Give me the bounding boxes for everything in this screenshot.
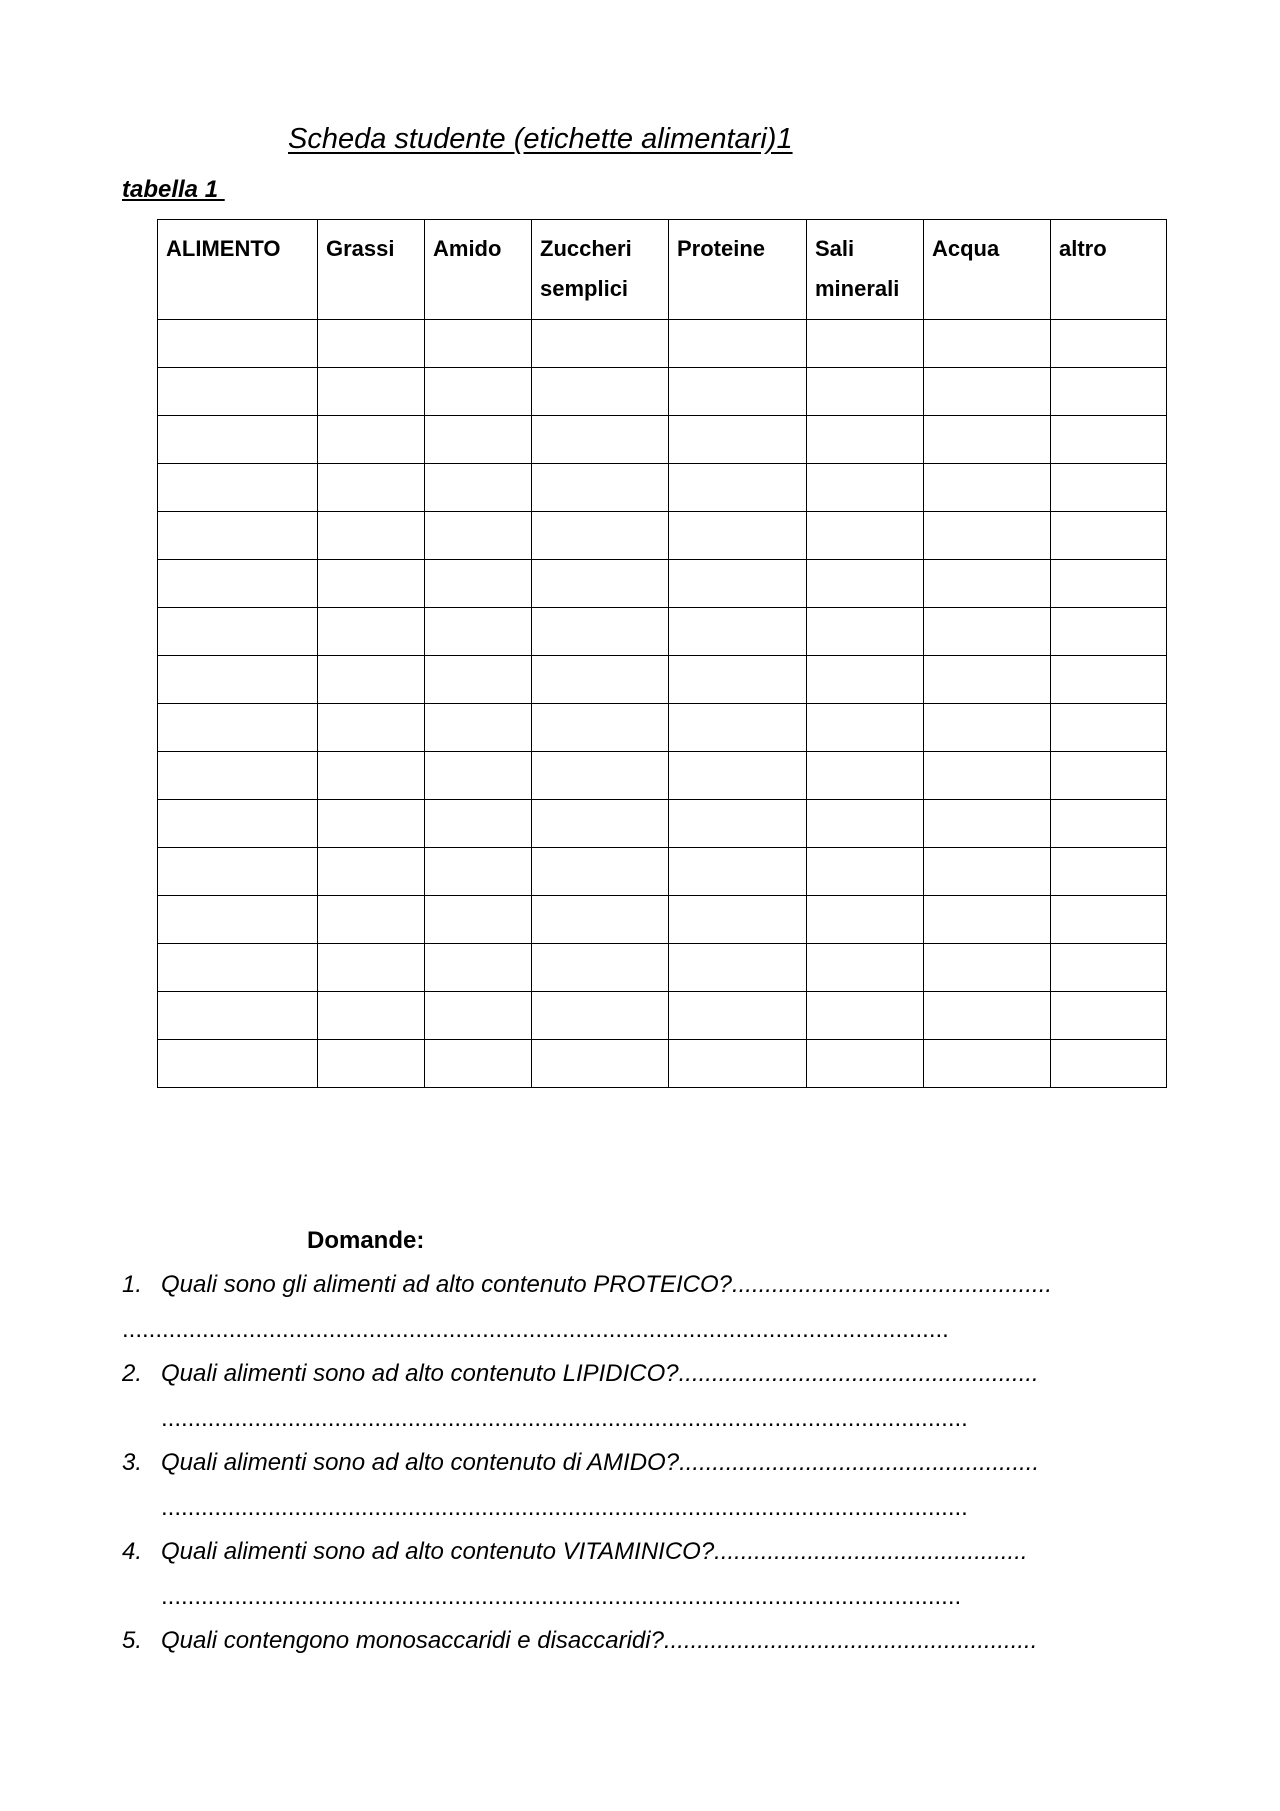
table-cell[interactable]: [425, 368, 532, 416]
header-sali-minerali: Sali minerali: [807, 220, 924, 320]
question-number: 5.: [122, 1627, 143, 1654]
table-row: [158, 560, 1167, 608]
page-title: Scheda studente (etichette alimentari)1: [288, 123, 793, 155]
table-cell[interactable]: [158, 800, 318, 848]
header-zuccheri-semplici: Zuccheri semplici: [532, 220, 669, 320]
table-cell[interactable]: [158, 656, 318, 704]
table-cell[interactable]: [669, 704, 807, 752]
table-cell[interactable]: [158, 464, 318, 512]
table-cell[interactable]: [807, 368, 924, 416]
table-cell[interactable]: [669, 944, 807, 992]
table-cell[interactable]: [807, 464, 924, 512]
table-cell[interactable]: [807, 512, 924, 560]
table-cell[interactable]: [158, 992, 318, 1040]
table-cell[interactable]: [1051, 416, 1167, 464]
table-cell[interactable]: [924, 800, 1051, 848]
table-cell[interactable]: [669, 752, 807, 800]
table-cell[interactable]: [532, 320, 669, 368]
table-row: [158, 512, 1167, 560]
table-cell[interactable]: [158, 368, 318, 416]
table-cell[interactable]: [532, 944, 669, 992]
table-cell[interactable]: [1051, 992, 1167, 1040]
table-cell[interactable]: [318, 896, 425, 944]
table-cell[interactable]: [532, 704, 669, 752]
table-cell[interactable]: [807, 608, 924, 656]
table-cell[interactable]: [1051, 512, 1167, 560]
table-cell[interactable]: [425, 704, 532, 752]
table-cell[interactable]: [425, 944, 532, 992]
table-cell[interactable]: [158, 944, 318, 992]
table-cell[interactable]: [924, 992, 1051, 1040]
question-text: Quali contengono monosaccaridi e disaccaridi?........................................................: [161, 1627, 1038, 1654]
table-cell[interactable]: [318, 608, 425, 656]
table-cell[interactable]: [924, 560, 1051, 608]
table-cell[interactable]: [318, 368, 425, 416]
table-cell[interactable]: [924, 512, 1051, 560]
table-cell[interactable]: [318, 992, 425, 1040]
question-number: 3.: [122, 1449, 143, 1476]
table-cell[interactable]: [318, 752, 425, 800]
table-cell[interactable]: [807, 320, 924, 368]
table-cell[interactable]: [158, 512, 318, 560]
table-row: [158, 896, 1167, 944]
table-cell[interactable]: [669, 848, 807, 896]
table-cell[interactable]: [924, 752, 1051, 800]
table-header-row: [158, 220, 1167, 320]
table-cell[interactable]: [1051, 656, 1167, 704]
table-cell[interactable]: [318, 512, 425, 560]
table-cell[interactable]: [532, 464, 669, 512]
table-row: [158, 464, 1167, 512]
table-cell[interactable]: [924, 704, 1051, 752]
table-cell[interactable]: [924, 416, 1051, 464]
table-cell[interactable]: [807, 1040, 924, 1088]
table-body: [158, 320, 1167, 1088]
table-row: [158, 752, 1167, 800]
answer-line[interactable]: .........................................................................................................................: [161, 1494, 968, 1521]
table-cell[interactable]: [924, 464, 1051, 512]
table-cell[interactable]: [532, 752, 669, 800]
table-cell[interactable]: [1051, 848, 1167, 896]
table-cell[interactable]: [318, 464, 425, 512]
table-cell[interactable]: [158, 320, 318, 368]
table-cell[interactable]: [807, 704, 924, 752]
table-cell[interactable]: [318, 704, 425, 752]
table-cell[interactable]: [669, 992, 807, 1040]
table-cell[interactable]: [425, 512, 532, 560]
table-cell[interactable]: [924, 848, 1051, 896]
answer-line[interactable]: ............................................................................................................................: [122, 1316, 949, 1343]
answer-line[interactable]: .........................................................................................................................: [161, 1405, 968, 1432]
table-cell[interactable]: [425, 320, 532, 368]
header-alimento: ALIMENTO: [158, 220, 318, 320]
table-cell[interactable]: [425, 848, 532, 896]
table-cell[interactable]: [425, 1040, 532, 1088]
table-cell[interactable]: [669, 416, 807, 464]
question-text: Quali alimenti sono ad alto contenuto VITAMINICO?...............................................: [161, 1538, 1028, 1565]
table-cell[interactable]: [669, 1040, 807, 1088]
table-cell[interactable]: [425, 896, 532, 944]
table-cell[interactable]: [158, 704, 318, 752]
table-cell[interactable]: [807, 848, 924, 896]
table-cell[interactable]: [425, 608, 532, 656]
table-cell[interactable]: [318, 320, 425, 368]
table-cell[interactable]: [1051, 320, 1167, 368]
table-row: [158, 608, 1167, 656]
table-cell[interactable]: [158, 848, 318, 896]
table-cell[interactable]: [425, 656, 532, 704]
table-cell[interactable]: [669, 800, 807, 848]
table-row: [158, 848, 1167, 896]
table-cell[interactable]: [532, 656, 669, 704]
table-cell[interactable]: [669, 896, 807, 944]
table-row: [158, 656, 1167, 704]
table-cell[interactable]: [532, 560, 669, 608]
questions-heading: Domande:: [307, 1227, 425, 1254]
table-row: [158, 800, 1167, 848]
question-text: Quali alimenti sono ad alto contenuto LIPIDICO?......................................................: [161, 1360, 1039, 1387]
table-row: [158, 944, 1167, 992]
table-cell[interactable]: [425, 416, 532, 464]
table-cell[interactable]: [318, 416, 425, 464]
table-cell[interactable]: [318, 656, 425, 704]
table-cell[interactable]: [924, 320, 1051, 368]
table-cell[interactable]: [1051, 1040, 1167, 1088]
table-cell[interactable]: [425, 752, 532, 800]
table-cell[interactable]: [807, 800, 924, 848]
table-cell[interactable]: [1051, 704, 1167, 752]
table-row: [158, 992, 1167, 1040]
table-cell[interactable]: [532, 992, 669, 1040]
table-cell[interactable]: [669, 560, 807, 608]
table-cell[interactable]: [1051, 944, 1167, 992]
table-cell[interactable]: [924, 608, 1051, 656]
table-row: [158, 704, 1167, 752]
header-amido: Amido: [425, 220, 532, 320]
table-cell[interactable]: [1051, 608, 1167, 656]
table-cell[interactable]: [425, 464, 532, 512]
table-cell[interactable]: [425, 800, 532, 848]
table-cell[interactable]: [318, 800, 425, 848]
table-cell[interactable]: [807, 992, 924, 1040]
table-row: [158, 416, 1167, 464]
question-number: 1.: [122, 1271, 143, 1298]
header-altro: altro: [1051, 220, 1167, 320]
table-cell[interactable]: [532, 416, 669, 464]
table-cell[interactable]: [669, 320, 807, 368]
table-cell[interactable]: [807, 944, 924, 992]
table-cell[interactable]: [1051, 368, 1167, 416]
table-cell[interactable]: [924, 944, 1051, 992]
table-cell[interactable]: [318, 944, 425, 992]
table-cell[interactable]: [669, 464, 807, 512]
table-cell[interactable]: [158, 608, 318, 656]
table-cell[interactable]: [425, 992, 532, 1040]
table-cell[interactable]: [158, 1040, 318, 1088]
header-acqua: Acqua: [924, 220, 1051, 320]
table-cell[interactable]: [532, 608, 669, 656]
table-cell[interactable]: [158, 560, 318, 608]
table-cell[interactable]: [318, 560, 425, 608]
table-cell[interactable]: [807, 656, 924, 704]
table-cell[interactable]: [1051, 752, 1167, 800]
table-label: tabella 1: [122, 176, 225, 203]
table-cell[interactable]: [1051, 464, 1167, 512]
table-cell[interactable]: [532, 368, 669, 416]
table-cell[interactable]: [924, 1040, 1051, 1088]
table-cell[interactable]: [807, 752, 924, 800]
nutrition-table: [157, 219, 1167, 1088]
question-number: 4.: [122, 1538, 143, 1565]
table-row: [158, 368, 1167, 416]
table-cell[interactable]: [669, 608, 807, 656]
table-cell[interactable]: [158, 896, 318, 944]
header-grassi: Grassi: [318, 220, 425, 320]
table-cell[interactable]: [924, 896, 1051, 944]
header-proteine: Proteine: [669, 220, 807, 320]
table-cell[interactable]: [924, 368, 1051, 416]
table-cell[interactable]: [318, 1040, 425, 1088]
table-row: [158, 1040, 1167, 1088]
table-cell[interactable]: [532, 848, 669, 896]
table-cell[interactable]: [669, 656, 807, 704]
table-cell[interactable]: [532, 800, 669, 848]
table-cell[interactable]: [1051, 560, 1167, 608]
table-cell[interactable]: [425, 560, 532, 608]
table-cell[interactable]: [532, 896, 669, 944]
table-cell[interactable]: [807, 896, 924, 944]
table-cell[interactable]: [1051, 896, 1167, 944]
question-number: 2.: [122, 1360, 143, 1387]
question-text: Quali alimenti sono ad alto contenuto di AMIDO?......................................................: [161, 1449, 1040, 1476]
table-cell[interactable]: [807, 560, 924, 608]
table-cell[interactable]: [1051, 800, 1167, 848]
table-cell[interactable]: [532, 512, 669, 560]
table-cell[interactable]: [158, 752, 318, 800]
table-cell[interactable]: [924, 656, 1051, 704]
table-cell[interactable]: [318, 848, 425, 896]
question-text: Quali sono gli alimenti ad alto contenuto PROTEICO?................................................: [161, 1271, 1053, 1298]
table-row: [158, 320, 1167, 368]
table-cell[interactable]: [807, 416, 924, 464]
table-cell[interactable]: [669, 512, 807, 560]
table-cell[interactable]: [669, 368, 807, 416]
table-cell[interactable]: [532, 1040, 669, 1088]
table-cell[interactable]: [158, 416, 318, 464]
answer-line[interactable]: ........................................................................................................................: [161, 1583, 962, 1610]
